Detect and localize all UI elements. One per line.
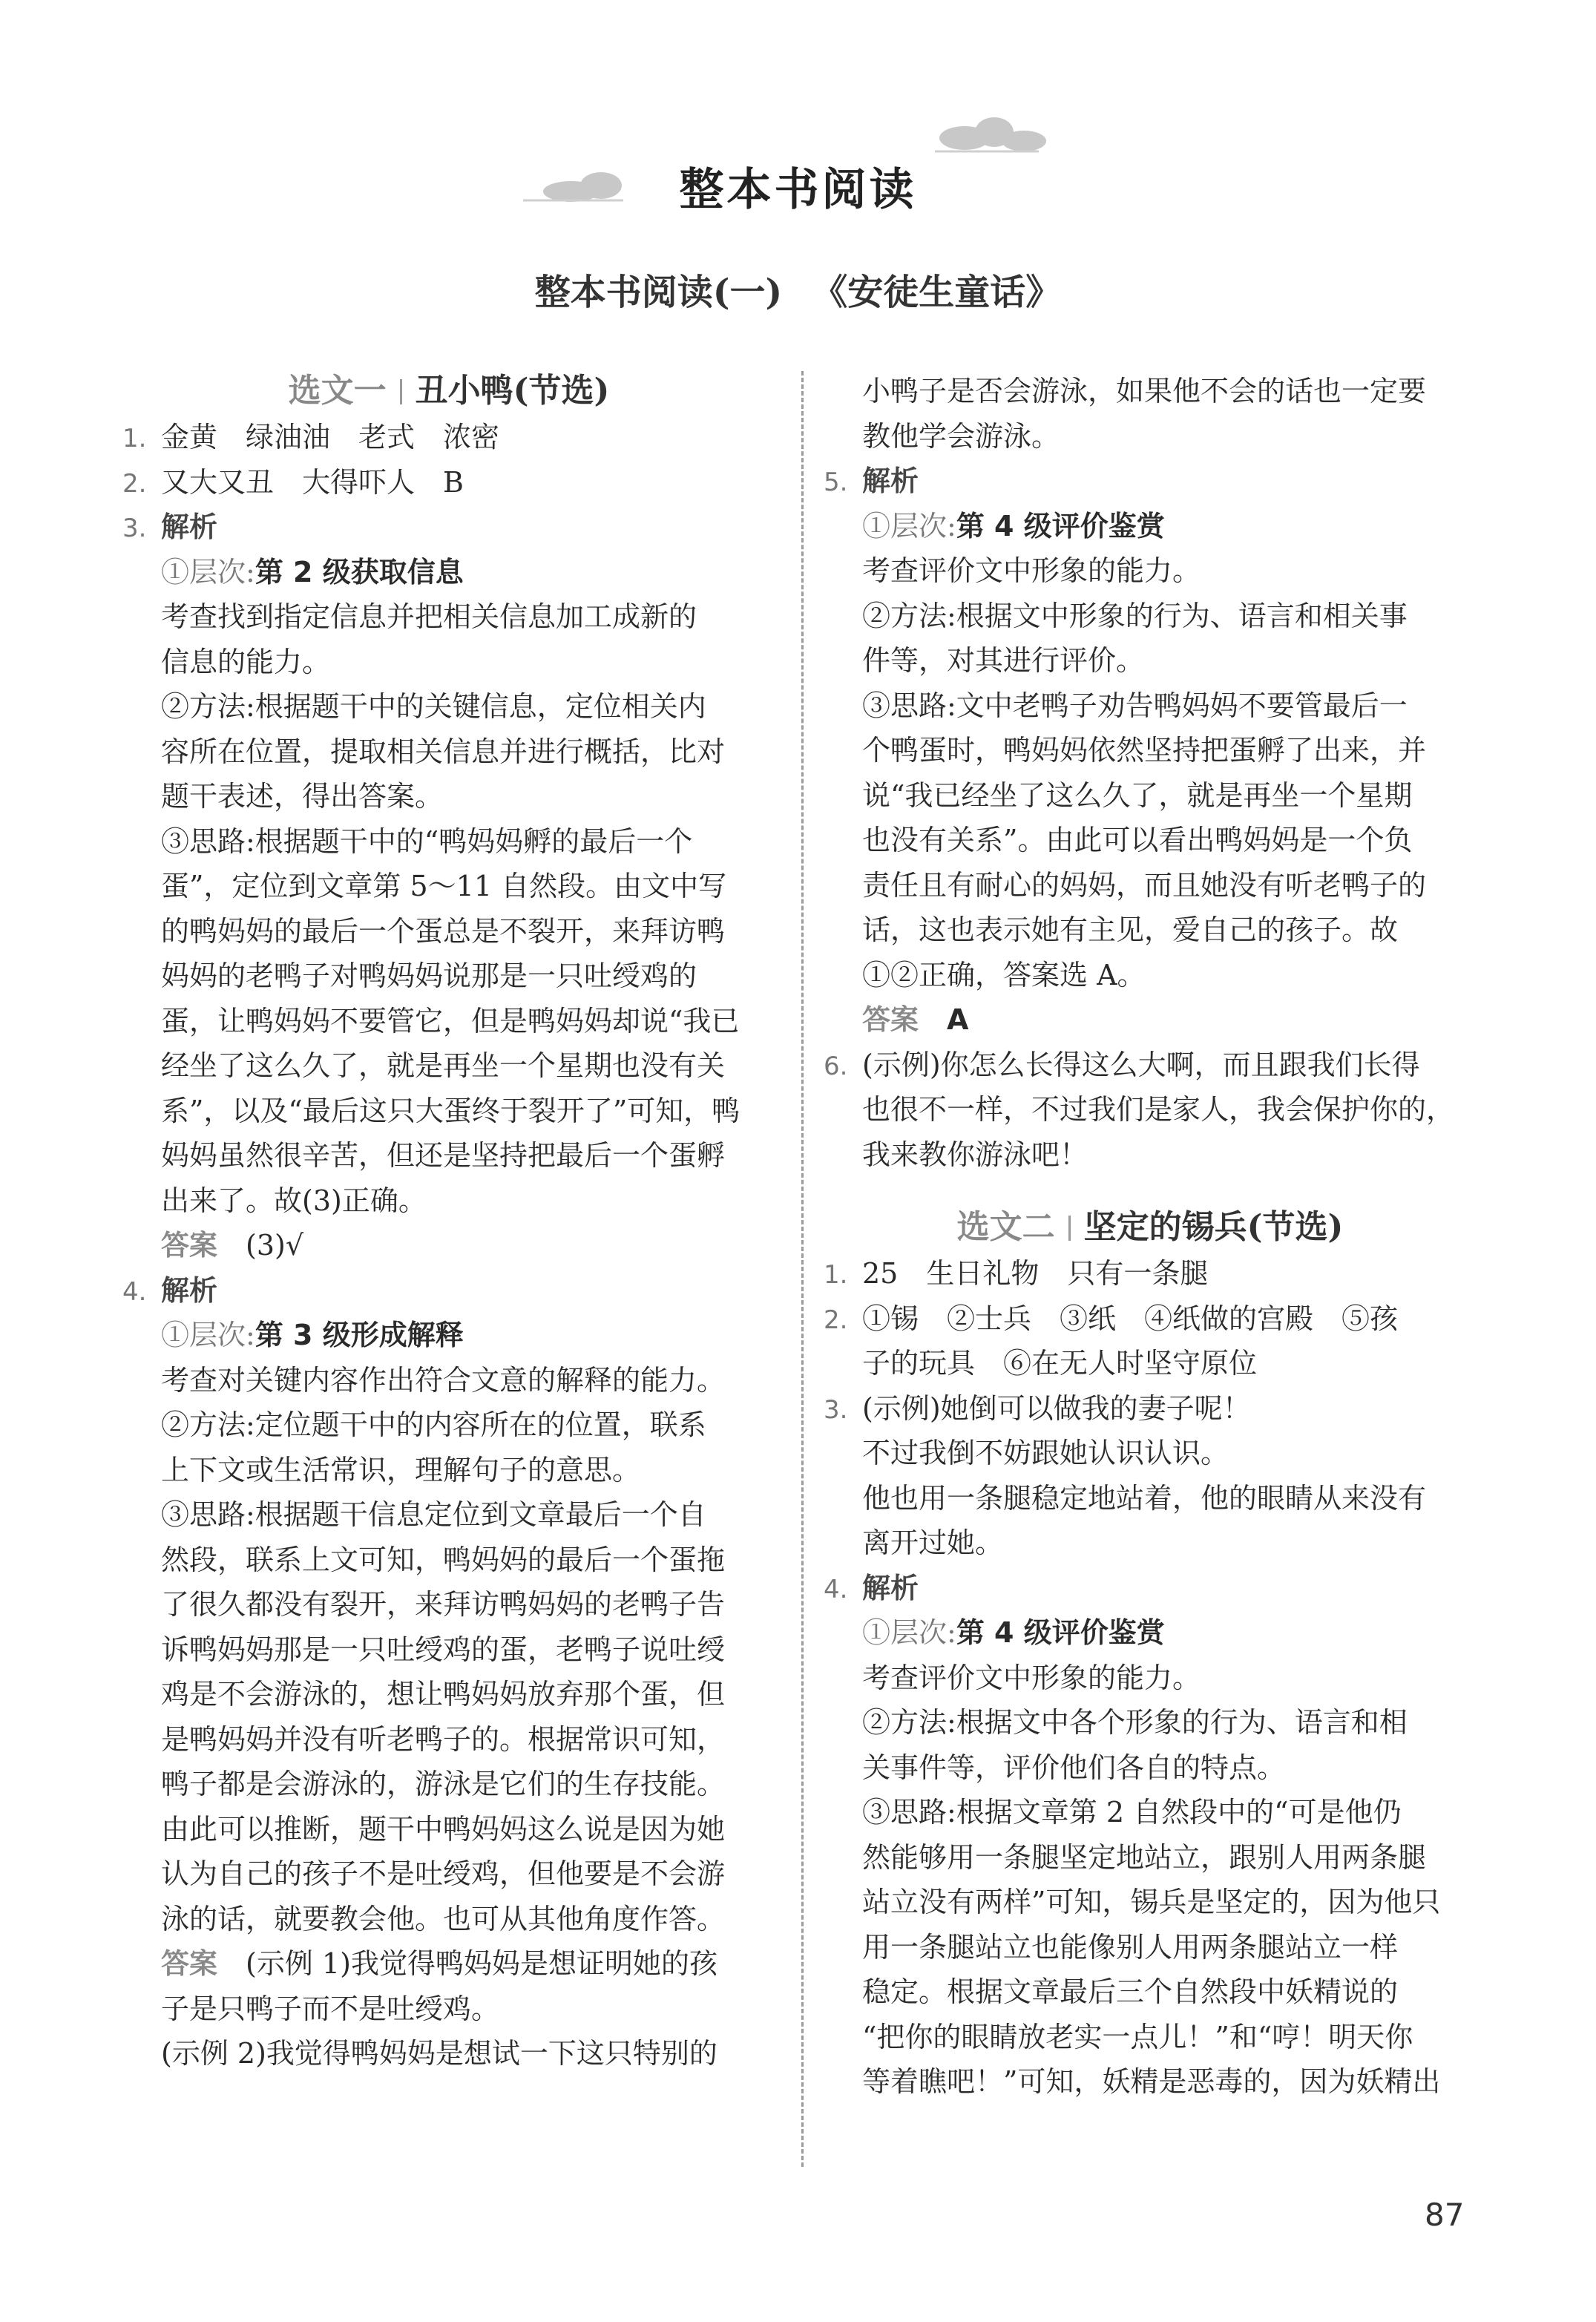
answer-line: 1. 25 生日礼物 只有一条腿 — [824, 1257, 1209, 1290]
answer-line: ①②正确，答案选 A。 — [862, 958, 1146, 991]
answer-line: ①层次:第 4 级评价鉴赏 — [862, 509, 1165, 542]
answer-line: 然段，联系上文可知，鸭妈妈的最后一个蛋拖 — [161, 1543, 726, 1576]
section-title: 坚定的锡兵(节选) — [1083, 1208, 1344, 1246]
page-title: 整本书阅读 — [679, 164, 917, 216]
answer-line: 答案 A — [862, 1003, 969, 1036]
answer-line: 等着瞧吧！”可知，妖精是恶毒的，因为妖精出 — [862, 2065, 1441, 2098]
answer-line: 题干表述，得出答案。 — [161, 780, 444, 813]
answer-line: 他也用一条腿稳定地站着，他的眼睛从来没有 — [862, 1481, 1427, 1515]
answer-line: 然能够用一条腿坚定地站立，跟别人用两条腿 — [862, 1840, 1427, 1874]
answer-line: 由此可以推断，题干中鸭妈妈这么说是因为她 — [161, 1812, 726, 1846]
answer-line: 鸭子都是会游泳的，游泳是它们的生存技能。 — [161, 1768, 726, 1800]
answer-line: 个鸭蛋时，鸭妈妈依然坚持把蛋孵了出来，并 — [862, 734, 1427, 767]
answer-line: 站立没有两样”可知，锡兵是坚定的，因为他只 — [862, 1886, 1441, 1918]
answer-line: 用一条腿站立也能像别人用两条腿站立一样 — [862, 1930, 1399, 1964]
left-column — [122, 367, 775, 2076]
answer-line: 也没有关系”。由此可以看出鸭妈妈是一个负 — [862, 824, 1413, 856]
answer-line: 答案 (示例 1)我觉得鸭妈妈是想证明她的孩 — [161, 1947, 717, 1980]
answer-line: 子是只鸭子而不是吐绶鸡。 — [161, 1992, 500, 2025]
answer-line: 泳的话，就要教会他。也可从其他角度作答。 — [161, 1902, 726, 1935]
answer-line: 出来了。故(3)正确。 — [161, 1184, 427, 1217]
answer-line: ①层次:第 2 级获取信息 — [161, 555, 464, 588]
answer-line: 认为自己的孩子不是吐绶鸡，但他要是不会游 — [161, 1857, 726, 1890]
answer-line: 教他学会游泳。 — [862, 419, 1060, 453]
section-title: 丑小鸭(节选) — [415, 372, 610, 410]
answer-line: 系”，以及“最后这只大蛋终于裂开了”可知，鸭 — [161, 1094, 740, 1127]
page-subtitle — [0, 263, 1596, 315]
answer-line: “把你的眼睛放老实一点儿！”和“哼！明天你 — [862, 2020, 1413, 2053]
answer-line: ③思路:根据题干信息定位到文章最后一个自 — [161, 1498, 706, 1531]
answer-line: ①层次:第 4 级评价鉴赏 — [862, 1616, 1165, 1649]
answer-line: 2. 又大又丑 大得吓人 B — [122, 465, 464, 499]
answer-line: 经坐了这么久了，就是再坐一个星期也没有关 — [161, 1049, 726, 1082]
page-number: 87 — [1425, 2197, 1465, 2233]
answer-line: 诉鸭妈妈那是一只吐绶鸡的蛋，老鸭子说吐绶 — [161, 1633, 726, 1666]
answer-line: ③思路:文中老鸭子劝告鸭妈妈不要管最后一 — [862, 689, 1408, 722]
answer-line: 妈妈虽然很辛苦，但还是坚持把最后一个蛋孵 — [161, 1139, 726, 1172]
answer-line: 1. 金黄 绿油油 老式 浓密 — [122, 421, 500, 453]
answer-line: ②方法:根据文中各个形象的行为、语言和相 — [862, 1706, 1408, 1739]
answer-line: 小鸭子是否会游泳，如果他不会的话也一定要 — [862, 375, 1427, 407]
answer-line: 了很久都没有裂开，来拜访鸭妈妈的老鸭子告 — [161, 1588, 726, 1621]
subtitle-part1: 整本书阅读(一) — [534, 272, 783, 313]
answer-line: 说“我已经坐了这么久了，就是再坐一个星期 — [862, 778, 1413, 812]
answer-line: 不过我倒不妨跟她认识认识。 — [862, 1437, 1229, 1469]
answer-line: 上下文或生活常识，理解句子的意思。 — [161, 1453, 641, 1486]
answer-line: 关事件等，评价他们各自的特点。 — [862, 1751, 1286, 1784]
answer-line: 5. 解析 — [824, 465, 919, 497]
right-column — [824, 367, 1477, 2105]
answer-line: 考查找到指定信息并把相关信息加工成新的 — [161, 600, 697, 633]
answer-line: 答案 (3)√ — [161, 1229, 304, 1262]
answer-line: 3. 解析 — [122, 511, 218, 543]
answer-line: 考查评价文中形象的能力。 — [862, 1661, 1201, 1694]
answer-line: 鸡是不会游泳的，想让鸭妈妈放弃那个蛋，但 — [161, 1678, 726, 1711]
answer-line: ①层次:第 3 级形成解释 — [161, 1319, 464, 1351]
answer-line: 信息的能力。 — [161, 645, 331, 678]
section-label: 选文一 — [288, 372, 387, 410]
section-heading — [824, 1204, 1477, 1251]
answer-line: 离开过她。 — [862, 1526, 1004, 1559]
answer-line: 考查对关键内容作出符合文意的解释的能力。 — [161, 1363, 726, 1397]
column-divider — [801, 371, 804, 2167]
answer-line: 蛋，让鸭妈妈不要管它，但是鸭妈妈却说“我已 — [161, 1004, 740, 1037]
section-label: 选文二 — [956, 1208, 1055, 1246]
answer-line: 4. 解析 — [122, 1273, 218, 1307]
answer-line: ②方法:定位题干中的内容所在的位置，联系 — [161, 1408, 706, 1441]
answer-line: (示例 2)我觉得鸭妈妈是想试一下这只特别的 — [161, 2037, 717, 2070]
answer-line: 3. (示例)她倒可以做我的妻子呢！ — [824, 1391, 1251, 1425]
subtitle-part2: 《安徒生童话》 — [812, 272, 1062, 313]
answer-line: 责任且有耐心的妈妈，而且她没有听老鸭子的 — [862, 868, 1427, 902]
section-bar — [400, 379, 402, 404]
answer-line: ③思路:根据文章第 2 自然段中的“可是他仍 — [862, 1796, 1402, 1829]
answer-line: 话，这也表示她有主见，爱自己的孩子。故 — [862, 914, 1399, 946]
answer-line: ②方法:根据题干中的关键信息，定位相关内 — [161, 690, 706, 723]
answer-line: 4. 解析 — [824, 1571, 919, 1604]
answer-line: ③思路:根据题干中的“鸭妈妈孵的最后一个 — [161, 824, 693, 858]
section-heading — [122, 367, 775, 415]
answer-line: 件等，对其进行评价。 — [862, 644, 1145, 677]
answer-line: 是鸭妈妈并没有听老鸭子的。根据常识可知， — [161, 1722, 726, 1756]
answer-line: 的鸭妈妈的最后一个蛋总是不裂开，来拜访鸭 — [161, 914, 726, 948]
answer-line: 容所在位置，提取相关信息并进行概括，比对 — [161, 735, 726, 768]
answer-line: 2. ①锡 ②士兵 ③纸 ④纸做的宫殿 ⑤孩 — [824, 1302, 1399, 1335]
answer-line: 我来教你游泳吧！ — [862, 1138, 1088, 1171]
answer-line: 子的玩具 ⑥在无人时坚守原位 — [862, 1347, 1258, 1380]
answer-line: 也很不一样，不过我们是家人，我会保护你的， — [862, 1093, 1455, 1126]
answer-line: 稳定。根据文章最后三个自然段中妖精说的 — [862, 1975, 1399, 2008]
answer-line: 考查评价文中形象的能力。 — [862, 554, 1201, 587]
section-bar — [1068, 1216, 1071, 1241]
answer-line: 蛋”，定位到文章第 5～11 自然段。由文中写 — [161, 870, 727, 902]
answer-line: 6. (示例)你怎么长得这么大啊，而且跟我们长得 — [824, 1048, 1420, 1081]
answer-line: ②方法:根据文中形象的行为、语言和相关事 — [862, 599, 1408, 632]
answer-line: 妈妈的老鸭子对鸭妈妈说那是一只吐绶鸡的 — [161, 960, 697, 992]
